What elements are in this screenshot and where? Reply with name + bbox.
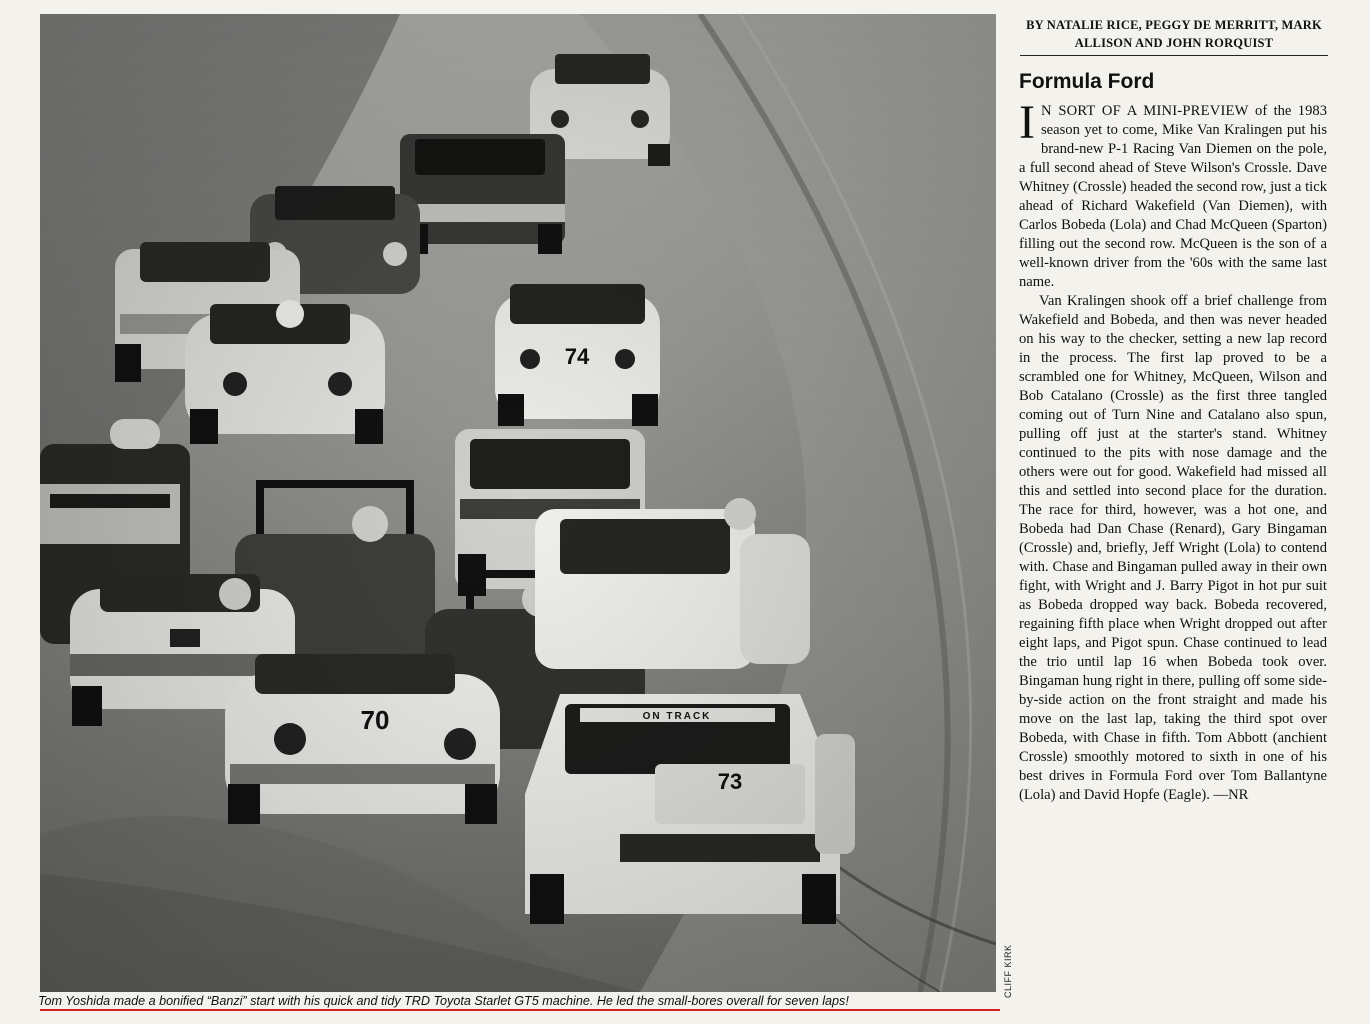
lead-in-caps: N SORT OF A MINI-PREVIEW: [1040, 103, 1249, 119]
section-title: Formula Ford: [1019, 70, 1155, 93]
article-paragraph-1: [1019, 96, 1327, 292]
byline: BY NATALIE RICE, PEGGY DE MERRITT, MARK ALLISON AND JOHN RORQUIST: [1020, 16, 1328, 56]
race-photo: [40, 14, 996, 992]
photo-credit: CLIFF KIRK: [1003, 944, 1013, 998]
paragraph-1-text: of the 1983 season yet to come, Mike Van Kralingen put his brand-new P-1 Racing Van Diemen on the pole, a full second ahead of Steve Wilson's Crossle. Dave Whitney (Crossle) headed the second row, just a tick ahead of Richard Wakefield (Van Diemen), with Carlos Bobeda (Lola) and Chad McQueen (Sparton) filling out the second row. McQueen is the son of a well-known driver from the '60s with the same last name.: [1019, 103, 1327, 290]
photo-caption: Tom Yoshida made a bonified “Banzi” start with his quick and tidy TRD Toyota Starlet GT5 machine. He led the small-bores overall for seven laps!: [38, 994, 849, 1008]
caption-rule: [40, 1009, 1000, 1011]
article-body: [1019, 96, 1327, 805]
drop-cap: I: [1019, 96, 1035, 149]
article-paragraph-2: Van Kralingen shook off a brief challenge from Wakefield and Bobeda, and then was never headed on his way to the checker, setting a new lap record in the process. The first lap proved to be a scrambled one for Whitney, McQueen, Wilson and Bob Catalano (Crossle) as the first three tangled coming out of Turn Nine and Catalano also spun, pulling off just at the starter's stand. Whitney continued to the pits with nose damage and the others were out for good. Wakefield had missed all this and settled into second place for the duration. The race for third, however, was a hot one, and Bobeda had Dan Chase (Renard), Gary Bingaman (Crossle) and, briefly, Jeff Wright (Lola) to contend with. Chase and Bingaman pulled away in their own fight, with Wright and J. Barry Pigot in hot pur suit as Bobeda dropped way back. Bobeda recovered, regaining fifth place when Wright dropped out after eight laps, and Pigot spun. Chase continued to lead the trio until lap 16 when Bobeda took over. Bingaman hung right in there, pulling off some side-by-side action on the front straight and made his move on the last lap, taking the third spot over Bobeda, with Chase in fifth. Tom Abbott (anchient Crossle) smoothly motored to sixth in one of his best drives in Formula Ford over Tom Ballantyne (Lola) and David Hopfe (Eagle). —NR: [1019, 293, 1327, 803]
